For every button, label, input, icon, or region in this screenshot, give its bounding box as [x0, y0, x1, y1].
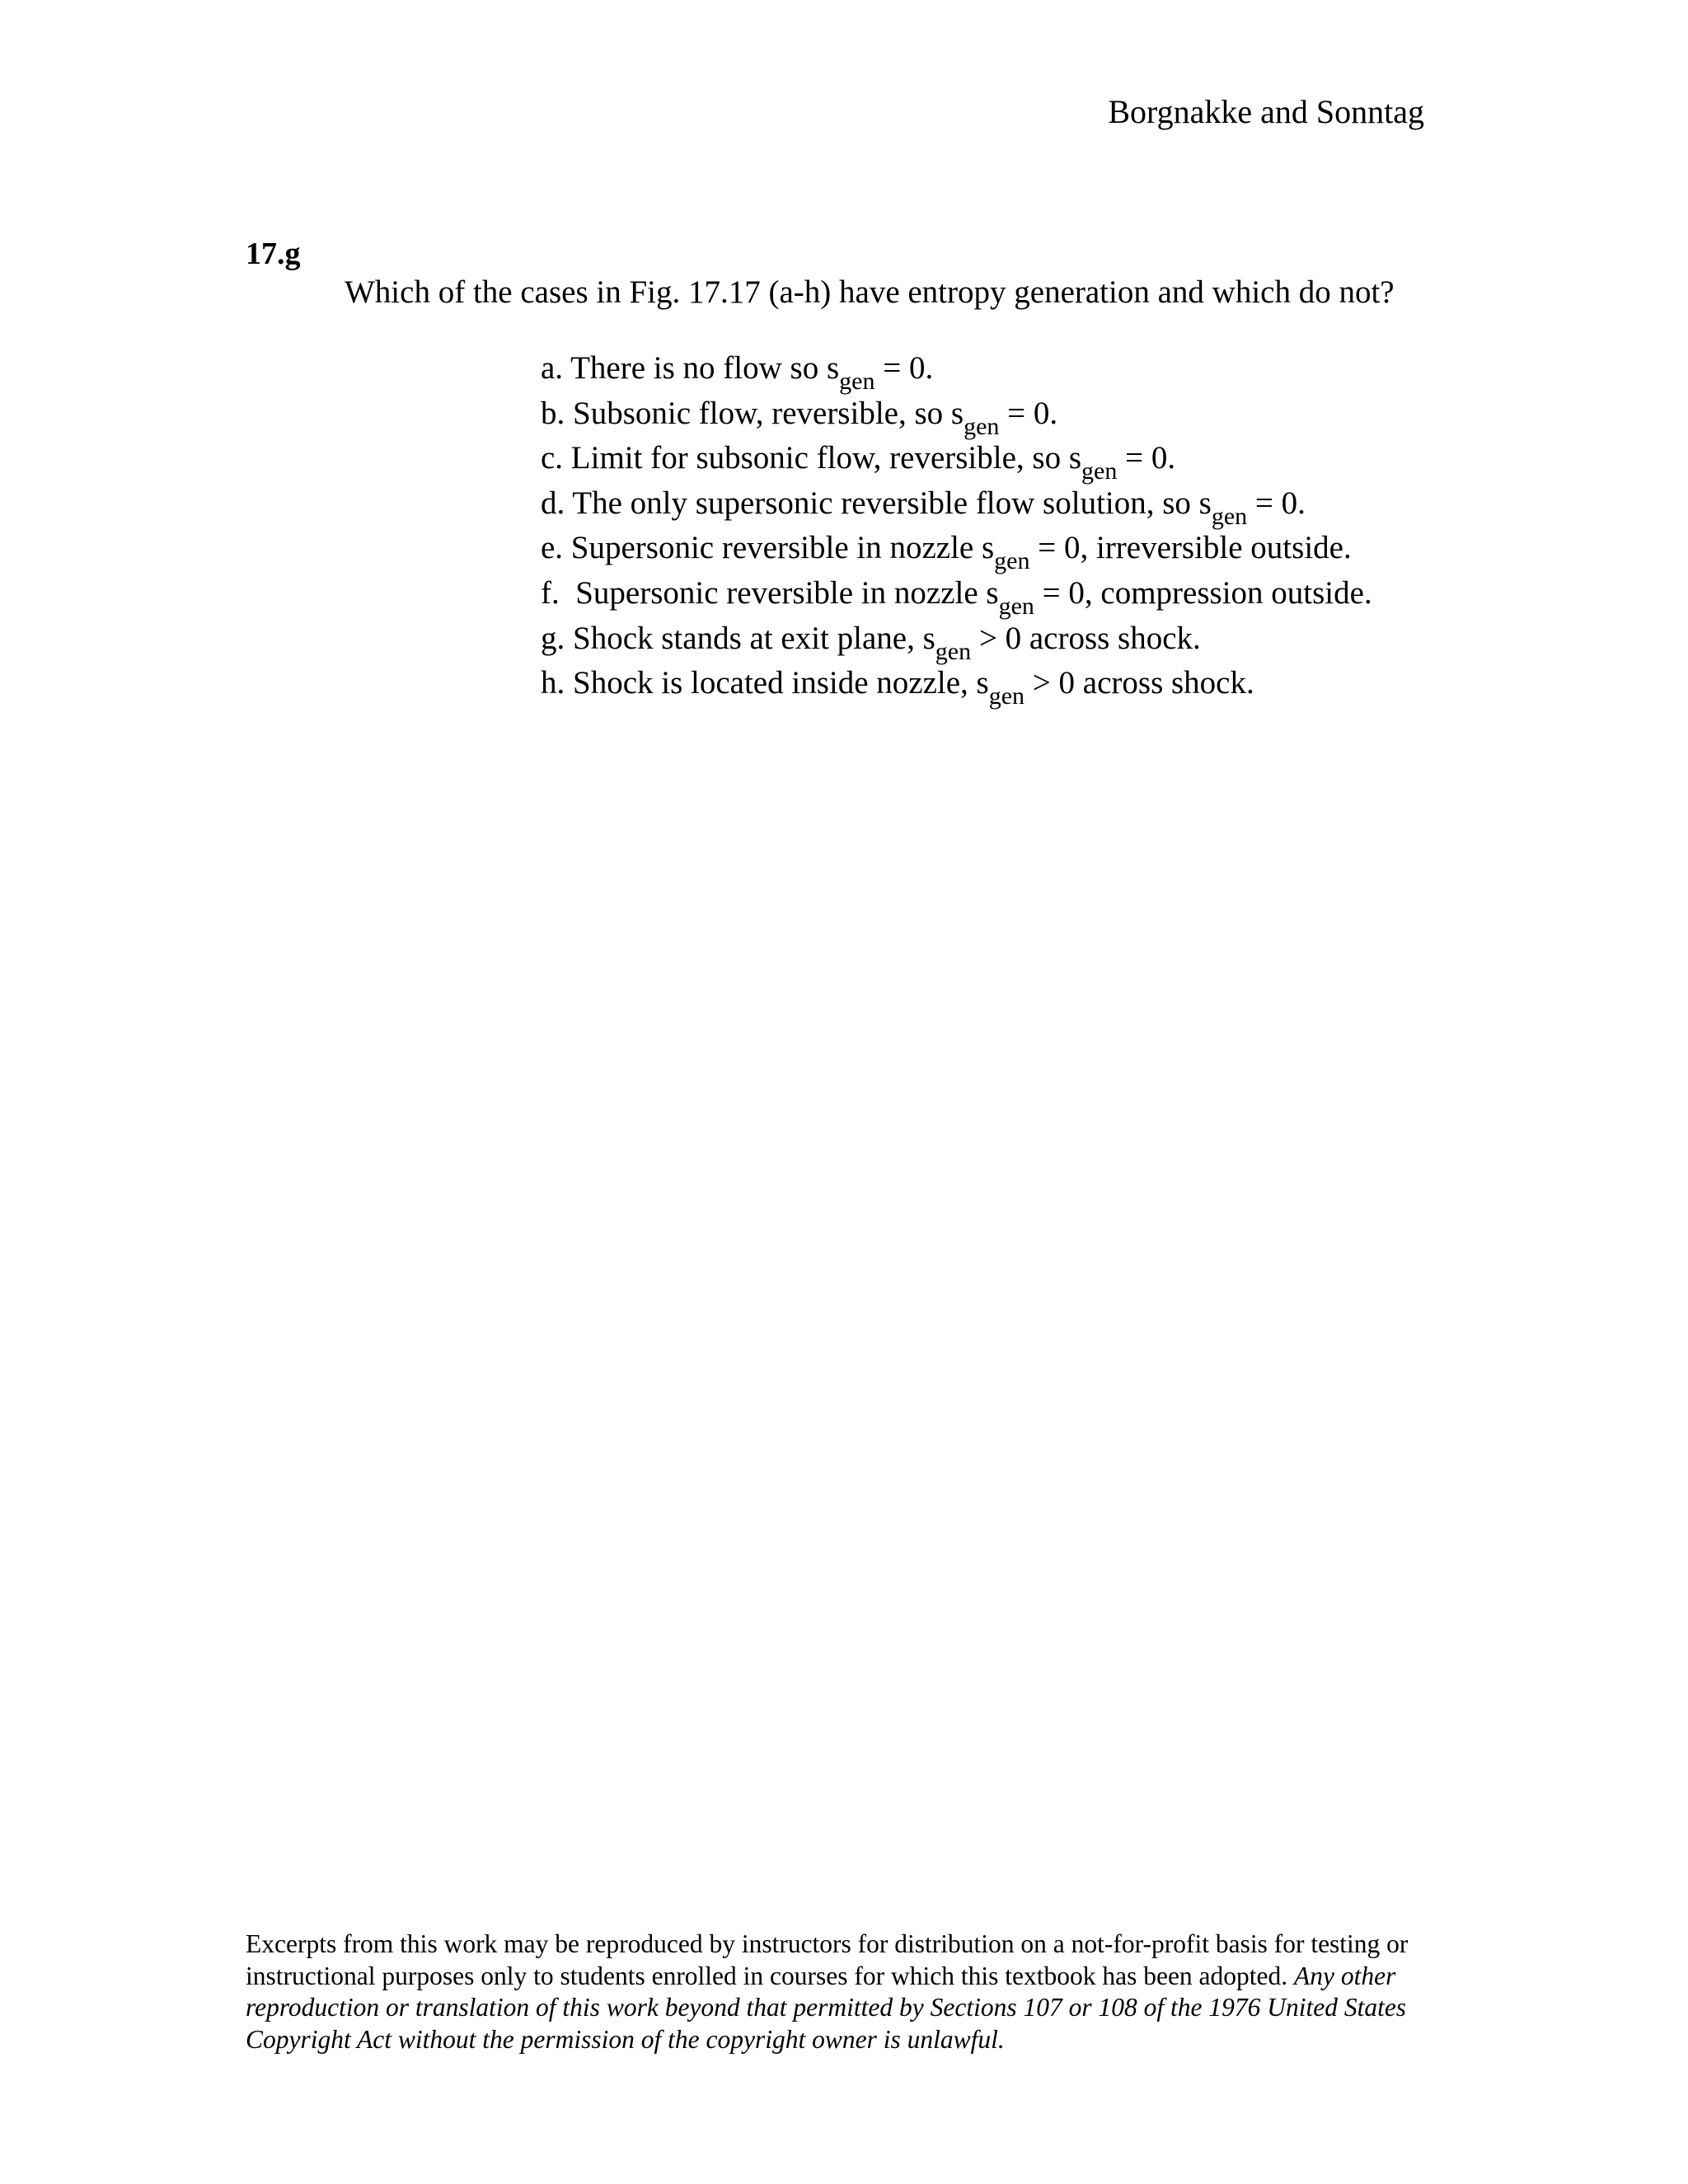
answer-text: > 0 across shock.	[971, 620, 1201, 656]
answer-subscript: gen	[964, 412, 1000, 440]
answer-list	[541, 346, 1372, 710]
copyright-notice-italic: Any other reproduction or translation of this work beyond that permitted by Sections 107 or 108 of the 1976 United States Copyright Act without the permission of the copyright owner is unlawful.	[246, 1961, 1407, 2054]
answer-text: = 0.	[1247, 485, 1306, 521]
answer-item-f	[541, 571, 1372, 620]
header-author: Borgnakke and Sonntag	[1108, 93, 1424, 130]
answer-text: > 0 across shock.	[1025, 665, 1254, 701]
answer-subscript: gen	[994, 547, 1030, 575]
answer-item-c	[541, 436, 1372, 485]
answer-text: e. Supersonic reversible in nozzle s	[541, 530, 995, 566]
answer-item-h	[541, 661, 1372, 710]
answer-text: = 0, irreversible outside.	[1029, 530, 1352, 566]
answer-text: h. Shock is located inside nozzle, s	[541, 665, 989, 701]
answer-subscript: gen	[1081, 457, 1118, 485]
answer-text: b. Subsonic flow, reversible, so s	[541, 395, 964, 431]
answer-subscript: gen	[935, 637, 972, 665]
answer-text: a. There is no flow so s	[541, 350, 840, 386]
problem-question: Which of the cases in Fig. 17.17 (a-h) have entropy generation and which do not?	[345, 274, 1395, 310]
answer-subscript: gen	[1211, 502, 1248, 530]
answer-item-d	[541, 481, 1372, 530]
answer-subscript: gen	[839, 368, 875, 395]
problem-number: 17.g	[246, 237, 301, 271]
copyright-notice-text: Excerpts from this work may be reproduced by instructors for distribution on a not-for-profit basis for testing or instructional purposes only to students enrolled in courses for which this textbook has been adopted.	[246, 1929, 1409, 1990]
answer-item-e	[541, 526, 1372, 575]
answer-subscript: gen	[998, 592, 1034, 620]
answer-item-b	[541, 391, 1372, 440]
copyright-notice	[246, 1929, 1432, 2055]
answer-text: c. Limit for subsonic flow, reversible, so s	[541, 440, 1082, 476]
answer-text: f. Supersonic reversible in nozzle s	[541, 574, 999, 611]
answer-text: = 0.	[874, 350, 934, 386]
answer-text: = 0, compression outside.	[1034, 574, 1372, 611]
answer-item-a	[541, 346, 1372, 395]
answer-text: = 0.	[999, 395, 1058, 431]
answer-text: d. The only supersonic reversible flow solution, so s	[541, 485, 1212, 521]
answer-subscript: gen	[988, 682, 1025, 710]
answer-text: = 0.	[1117, 440, 1176, 476]
answer-item-g	[541, 616, 1372, 665]
answer-text: g. Shock stands at exit plane, s	[541, 620, 935, 656]
